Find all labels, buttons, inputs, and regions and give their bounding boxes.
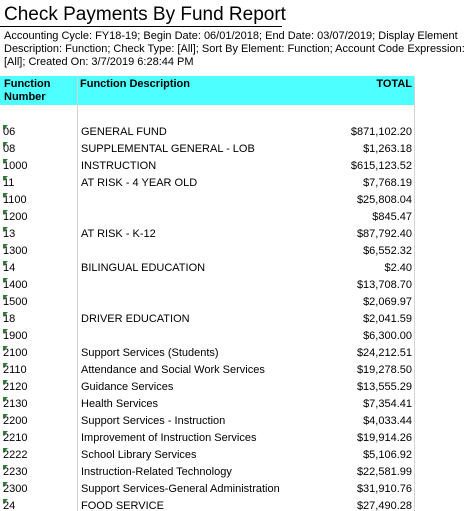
total-cell[interactable]: $2,069.97 [363,296,412,308]
table-row [0,243,469,260]
params-line: [All]; Created On: 3/7/2019 6:28:44 PM [4,56,194,68]
function-number-text: 2300 [3,483,28,495]
function-description-cell[interactable]: Guidance Services [81,381,174,393]
number-as-text-indicator-icon [3,397,8,402]
function-number-text: 2130 [3,398,28,410]
function-number-cell[interactable] [3,362,75,379]
number-as-text-indicator-icon [3,193,8,198]
total-cell[interactable]: $25,808.04 [356,194,412,206]
header-function-number-line1: Function [4,78,51,90]
total-cell[interactable]: $1,263.18 [363,143,412,155]
table-row [0,175,469,192]
function-number-cell[interactable] [3,141,75,158]
function-description-cell[interactable]: DRIVER EDUCATION [81,313,190,325]
function-description-cell[interactable]: AT RISK - K-12 [81,228,156,240]
table-body [0,124,469,511]
function-description-cell[interactable]: School Library Services [81,449,197,461]
function-number-text: 2120 [3,381,28,393]
table-row [0,124,469,141]
function-number-cell[interactable] [3,226,75,243]
function-description-cell[interactable]: Improvement of Instruction Services [81,432,257,444]
table-row [0,362,469,379]
function-number-text: 2200 [3,415,28,427]
table-row [0,311,469,328]
table-row [0,430,469,447]
number-as-text-indicator-icon [3,244,8,249]
total-cell[interactable]: $87,792.40 [356,228,412,240]
function-number-text: 1400 [3,279,28,291]
function-number-text: 1900 [3,330,28,342]
function-number-text: 1500 [3,296,28,308]
function-number-cell[interactable] [3,158,75,175]
function-number-text: 2210 [3,432,28,444]
function-description-cell[interactable]: Health Services [81,398,159,410]
table-row [0,379,469,396]
total-cell[interactable]: $24,212.51 [356,347,412,359]
report-title: Check Payments By Fund Report [4,4,286,25]
total-cell[interactable]: $31,910.76 [356,483,412,495]
function-number-cell[interactable] [3,124,75,141]
number-as-text-indicator-icon [3,329,8,334]
number-as-text-indicator-icon [3,380,8,385]
function-description-cell[interactable]: BILINGUAL EDUCATION [81,262,206,274]
function-number-cell[interactable] [3,464,75,481]
function-description-cell[interactable]: Instruction-Related Technology [81,466,232,478]
table-row [0,345,469,362]
total-cell[interactable]: $2.40 [384,262,412,274]
total-cell[interactable]: $2,041.59 [363,313,412,325]
table-row [0,498,469,511]
total-cell[interactable]: $615,123.52 [350,160,412,172]
total-cell[interactable]: $19,914.26 [356,432,412,444]
function-number-cell[interactable] [3,311,75,328]
params-line: Description: Function; Check Type: [All]; Sort By Element: Function; Account Code Expression: [4,43,465,55]
function-number-text: 2100 [3,347,28,359]
total-cell[interactable]: $4,033.44 [363,415,412,427]
number-as-text-indicator-icon [3,261,8,266]
function-description-cell[interactable]: INSTRUCTION [81,160,157,172]
table-row [0,277,469,294]
function-number-text: 24 [3,500,16,511]
function-number-cell[interactable] [3,328,75,345]
function-description-cell[interactable]: AT RISK - 4 YEAR OLD [81,177,198,189]
function-number-text: 1300 [3,245,28,257]
table-row [0,141,469,158]
header-function-number-line2: Number [4,91,46,103]
function-description-cell[interactable]: Support Services (Students) [81,347,219,359]
function-number-cell[interactable] [3,175,75,192]
table-row [0,413,469,430]
table-row [0,192,469,209]
table-row [0,158,469,175]
number-as-text-indicator-icon [3,363,8,368]
total-cell[interactable]: $845.47 [372,211,412,223]
function-description-cell[interactable]: FOOD SERVICE [81,500,164,511]
report-parameters [4,30,467,69]
total-cell[interactable]: $6,552.32 [363,245,412,257]
total-cell[interactable]: $7,354.41 [363,398,412,410]
function-description-cell[interactable]: Support Services - Instruction [81,415,226,427]
total-cell[interactable]: $27,490.28 [356,500,412,511]
number-as-text-indicator-icon [3,142,8,147]
function-number-cell[interactable] [3,413,75,430]
total-cell[interactable]: $7,768.19 [363,177,412,189]
number-as-text-indicator-icon [3,227,8,232]
number-as-text-indicator-icon [3,448,8,453]
function-number-cell[interactable] [3,447,75,464]
function-description-cell[interactable]: GENERAL FUND [81,126,167,138]
function-description-cell[interactable]: SUPPLEMENTAL GENERAL - LOB [81,143,255,155]
function-number-cell[interactable] [3,277,75,294]
number-as-text-indicator-icon [3,465,8,470]
function-number-cell[interactable] [3,192,75,209]
function-number-text: 1000 [3,160,28,172]
function-number-text: 14 [3,262,16,274]
table-row [0,226,469,243]
number-as-text-indicator-icon [3,431,8,436]
function-number-cell[interactable] [3,260,75,277]
function-number-text: 1200 [3,211,28,223]
total-cell[interactable]: $871,102.20 [350,126,412,138]
function-number-text: 11 [3,177,15,189]
function-number-cell[interactable] [3,498,75,511]
table-row [0,447,469,464]
function-number-cell[interactable] [3,430,75,447]
table-row [0,294,469,311]
total-cell[interactable]: $19,278.50 [356,364,412,376]
function-number-text: 2222 [3,449,28,461]
header-function-description: Function Description [80,78,190,90]
table-row [0,481,469,498]
function-description-cell[interactable]: Support Services-General Administration [81,483,280,495]
function-number-cell[interactable] [3,209,75,226]
number-as-text-indicator-icon [3,414,8,419]
function-number-cell[interactable] [3,294,75,311]
function-number-cell[interactable] [3,481,75,498]
number-as-text-indicator-icon [3,295,8,300]
table-row [0,464,469,481]
function-description-cell[interactable]: Attendance and Social Work Services [81,364,265,376]
number-as-text-indicator-icon [3,482,8,487]
header-function-number [4,78,74,104]
total-cell[interactable]: $22,581.99 [356,466,412,478]
number-as-text-indicator-icon [3,159,8,164]
function-number-text: 2110 [3,364,27,376]
total-cell[interactable]: $5,106.92 [363,449,412,461]
total-cell[interactable]: $13,555.29 [356,381,412,393]
number-as-text-indicator-icon [3,499,8,504]
function-number-text: 2230 [3,466,28,478]
function-number-cell[interactable] [3,379,75,396]
function-number-text: 08 [3,143,16,155]
title-underline [0,26,282,27]
function-number-cell[interactable] [3,345,75,362]
params-line: Accounting Cycle: FY18-19; Begin Date: 06/01/2018; End Date: 03/07/2019; Display Element [4,30,458,42]
table-row [0,396,469,413]
number-as-text-indicator-icon [3,176,8,181]
table-row [0,328,469,345]
number-as-text-indicator-icon [3,278,8,283]
table-row [0,260,469,277]
total-cell[interactable]: $6,300.00 [363,330,412,342]
table-row [0,209,469,226]
function-number-cell[interactable] [3,243,75,260]
number-as-text-indicator-icon [3,312,8,317]
function-number-cell[interactable] [3,396,75,413]
number-as-text-indicator-icon [3,210,8,215]
function-number-text: 13 [3,228,16,240]
number-as-text-indicator-icon [3,125,8,130]
function-number-text: 1100 [3,194,27,206]
function-number-text: 18 [3,313,16,325]
header-total: TOTAL [376,78,412,90]
function-number-text: 06 [3,126,16,138]
number-as-text-indicator-icon [3,346,8,351]
total-cell[interactable]: $13,708.70 [356,279,412,291]
